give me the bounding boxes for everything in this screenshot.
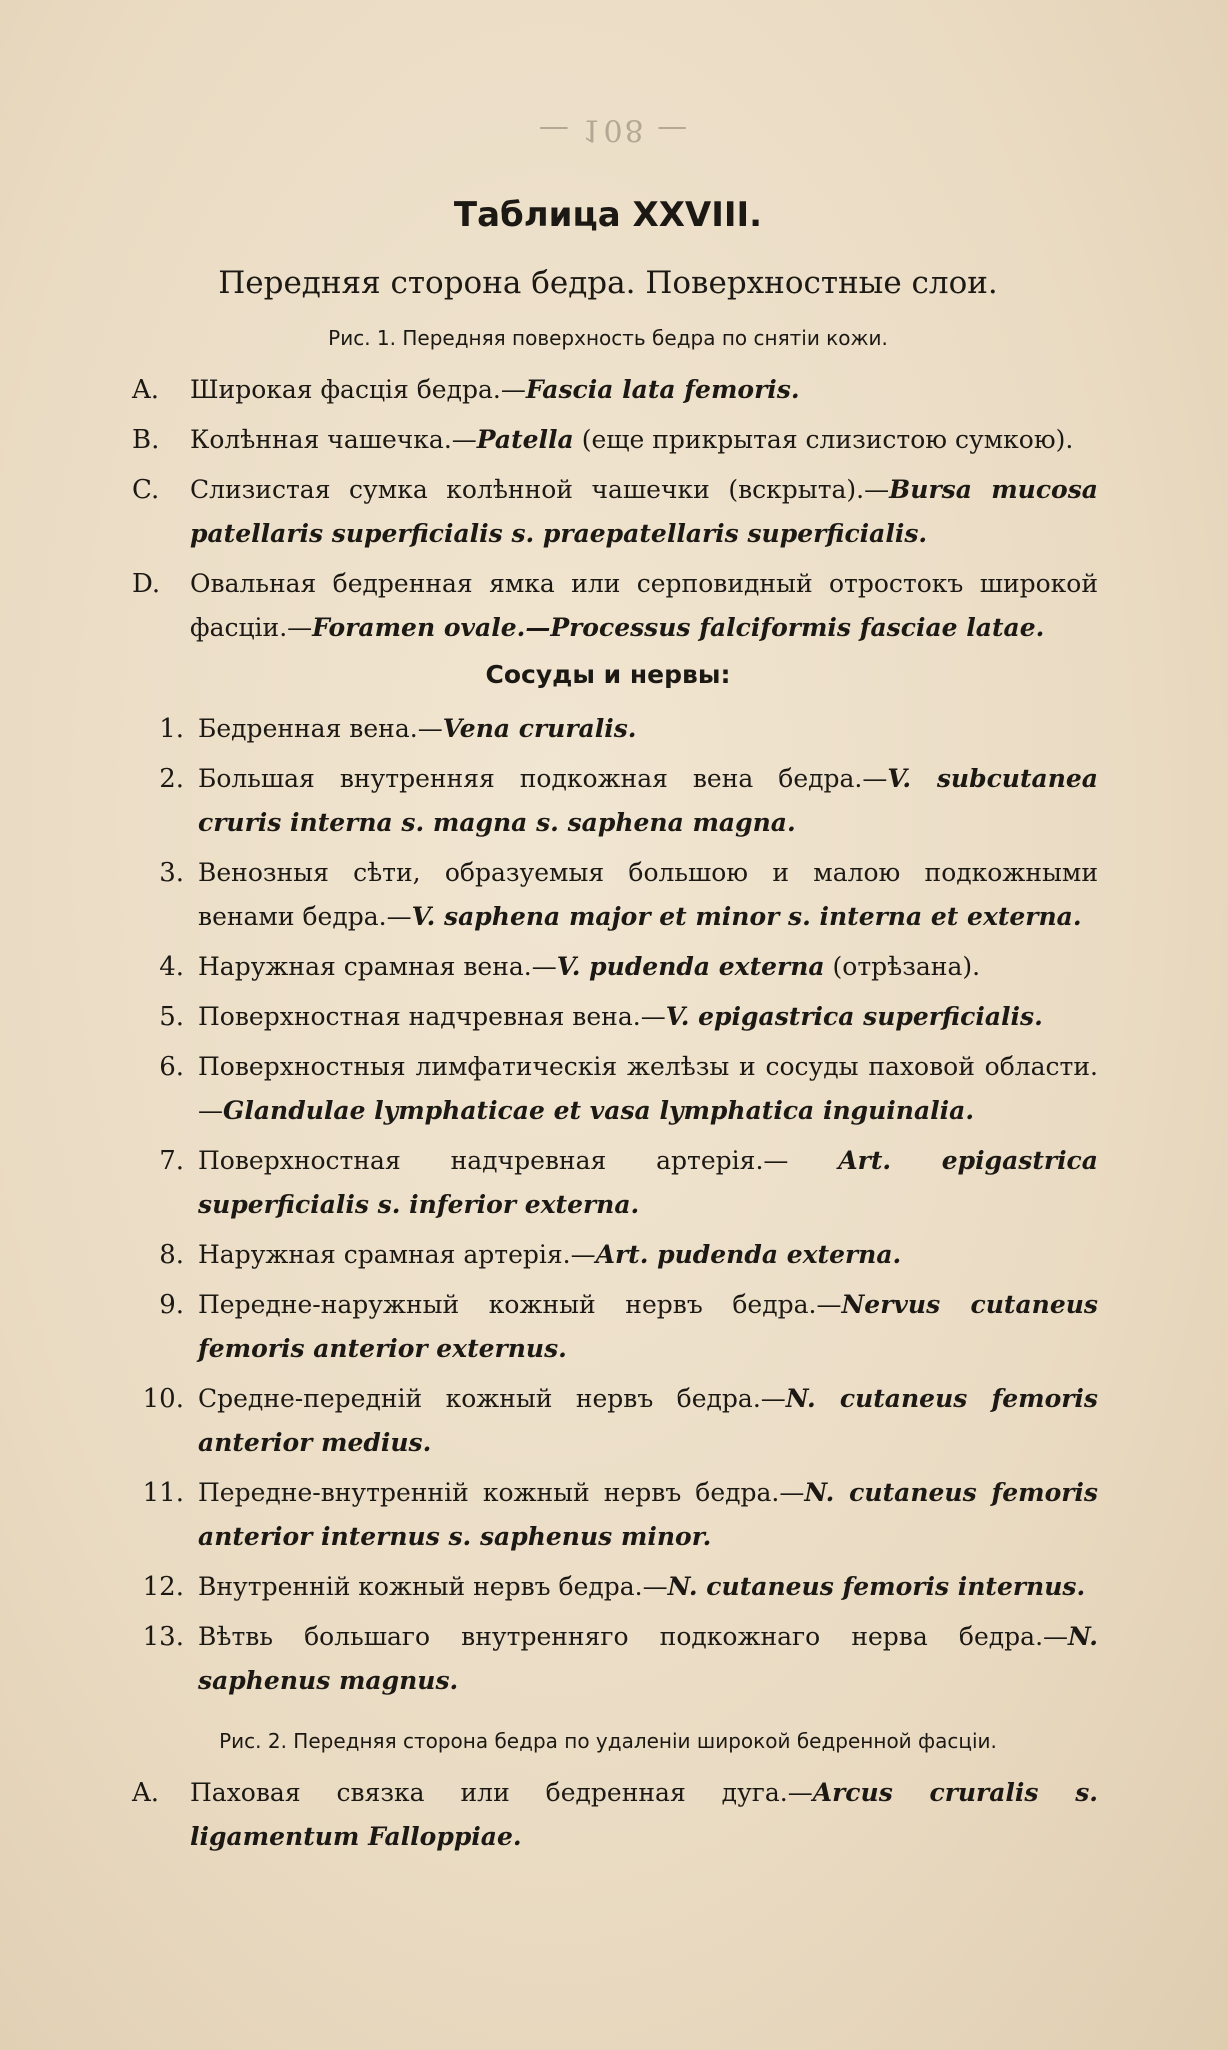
- russian-term: Наружная срамная артерія.—: [198, 1240, 596, 1269]
- entry-marker: 9.: [159, 1290, 184, 1320]
- entry-text: [198, 945, 1098, 989]
- page-number: — 108 —: [538, 112, 690, 147]
- entry-text: [198, 707, 1098, 751]
- latin-term: Bursa mucosa patellaris superficialis s. praepatellaris superficialis.: [190, 475, 1099, 548]
- latin-term: Fascia lata femoris.: [525, 375, 800, 404]
- russian-term: Слизистая сумка колѣнной чашечки (вскрыта).—: [190, 475, 890, 504]
- legend-entry: [118, 995, 1098, 1039]
- entry-marker: 5.: [159, 1002, 184, 1032]
- entry-text: [190, 1771, 1098, 1859]
- entry-text: [198, 1471, 1098, 1559]
- latin-term: Art. pudenda externa.: [595, 1240, 902, 1269]
- entry-marker: 11.: [142, 1478, 184, 1508]
- entry-marker: A.: [132, 375, 160, 405]
- russian-term: Передне-внутренній кожный нервъ бедра.—: [198, 1478, 805, 1507]
- entry-text: [190, 368, 1098, 412]
- entry-marker: 10.: [142, 1384, 184, 1414]
- russian-term: Средне-передній кожный нервъ бедра.—: [198, 1384, 786, 1413]
- russian-term: Бедренная вена.—: [198, 714, 443, 743]
- entry-text: [198, 1377, 1098, 1465]
- latin-term: Art. epigastrica superficialis s. inferior externa.: [198, 1146, 1098, 1219]
- latin-term: N. cutaneus femoris anterior internus s. saphenus minor.: [198, 1478, 1099, 1551]
- legend-entry: [118, 1771, 1098, 1859]
- entry-text: [198, 851, 1098, 939]
- entry-text: [198, 757, 1098, 845]
- table-subtitle: Передняя сторона бедра. Поверхностные слои.: [218, 265, 998, 301]
- legend-entry: [118, 707, 1098, 751]
- legend-entry: [118, 851, 1098, 939]
- latin-term: N. cutaneus femoris anterior medius.: [198, 1384, 1099, 1457]
- legend-entry: [118, 1565, 1098, 1609]
- legend-entry: [118, 562, 1098, 650]
- term-note: (еще прикрытая слизистою сумкою).: [573, 425, 1074, 454]
- figure-1-caption: Рис. 1. Передняя поверхность бедра по снятіи кожи.: [328, 326, 888, 350]
- russian-term: Передне-наружный кожный нервъ бедра.—: [198, 1290, 842, 1319]
- table-title: Таблица XXVIII.: [453, 195, 763, 235]
- russian-term: Овальная бедренная ямка или серповидный отростокъ широкой фасціи.—: [190, 569, 1098, 642]
- entry-text: [190, 562, 1098, 650]
- entry-marker: A.: [132, 1778, 160, 1808]
- entry-marker: C.: [132, 475, 160, 505]
- latin-term: N. saphenus magnus.: [198, 1622, 1098, 1695]
- russian-term: Наружная срамная вена.—: [198, 952, 557, 981]
- entry-text: [190, 418, 1098, 462]
- entry-marker: 1.: [159, 714, 184, 744]
- latin-term: Nervus cutaneus femoris anterior externus.: [198, 1290, 1099, 1363]
- entry-text: [198, 1045, 1098, 1133]
- figure-2-legend: [118, 1771, 1098, 1859]
- entry-marker: 3.: [159, 858, 184, 888]
- russian-term: Вѣтвь большаго внутренняго подкожнаго нерва бедра.—: [198, 1622, 1069, 1651]
- legend-entry: [118, 368, 1098, 412]
- entry-text: [190, 468, 1098, 556]
- latin-term: V. epigastrica superficialis.: [665, 1002, 1043, 1031]
- entry-text: [198, 1233, 1098, 1277]
- latin-term: V. pudenda externa: [556, 952, 825, 981]
- legend-entry: [118, 1615, 1098, 1703]
- vessels-nerves-legend: [118, 707, 1098, 1703]
- legend-entry: [118, 1139, 1098, 1227]
- legend-entry: [118, 1233, 1098, 1277]
- entry-marker: 12.: [142, 1572, 184, 1602]
- legend-entry: [118, 468, 1098, 556]
- russian-term: Широкая фасція бедра.—: [190, 375, 526, 404]
- russian-term: Большая внутренняя подкожная вена бедра.—: [198, 764, 888, 793]
- legend-entry: [118, 418, 1098, 462]
- entry-marker: B.: [132, 425, 160, 455]
- latin-term: V. subcutanea cruris interna s. magna s. saphena magna.: [198, 764, 1099, 837]
- entry-marker: 13.: [142, 1622, 184, 1652]
- vessels-nerves-heading: Сосуды и нервы:: [485, 660, 731, 689]
- entry-marker: D.: [132, 569, 161, 599]
- entry-text: [198, 1565, 1098, 1609]
- entry-marker: 7.: [159, 1146, 184, 1176]
- legend-entry: [118, 1471, 1098, 1559]
- entry-text: [198, 1139, 1098, 1227]
- latin-term: Foramen ovale.—Processus falciformis fasciae latae.: [312, 613, 1045, 642]
- latin-term: Patella: [476, 425, 574, 454]
- legend-entry: [118, 1283, 1098, 1371]
- russian-term: Венозныя сѣти, образуемыя большою и малою подкожными венами бедра.—: [198, 858, 1098, 931]
- russian-term: Поверхностная надчревная артерія.—: [198, 1146, 839, 1175]
- entry-marker: 8.: [159, 1240, 184, 1270]
- latin-term: Vena cruralis.: [442, 714, 637, 743]
- latin-term: Arcus cruralis s. ligamentum Falloppiae.: [190, 1778, 1098, 1851]
- legend-entry: [118, 757, 1098, 845]
- russian-term: Колѣнная чашечка.—: [190, 425, 477, 454]
- russian-term: Внутренній кожный нервъ бедра.—: [198, 1572, 668, 1601]
- russian-term: Поверхностная надчревная вена.—: [198, 1002, 666, 1031]
- legend-entry: [118, 1045, 1098, 1133]
- figure-2-caption: Рис. 2. Передняя сторона бедра по удаленіи широкой бедренной фасціи.: [219, 1729, 997, 1753]
- entry-marker: 2.: [159, 764, 184, 794]
- figure-1-legend: [118, 368, 1098, 650]
- legend-entry: [118, 1377, 1098, 1465]
- latin-term: Glandulae lymphaticae et vasa lymphatica inguinalia.: [223, 1096, 975, 1125]
- legend-entry: [118, 945, 1098, 989]
- entry-text: [198, 1615, 1098, 1703]
- term-note: (отрѣзана).: [824, 952, 981, 981]
- entry-text: [198, 995, 1098, 1039]
- entry-text: [198, 1283, 1098, 1371]
- russian-term: Паховая связка или бедренная дуга.—: [190, 1778, 813, 1807]
- latin-term: V. saphena major et minor s. interna et externa.: [411, 902, 1082, 931]
- document-body: [118, 195, 1098, 1865]
- latin-term: N. cutaneus femoris internus.: [667, 1572, 1086, 1601]
- entry-marker: 4.: [159, 952, 184, 982]
- russian-term: Поверхностныя лимфатическія желѣзы и сосуды паховой области.—: [198, 1052, 1098, 1125]
- entry-marker: 6.: [159, 1052, 184, 1082]
